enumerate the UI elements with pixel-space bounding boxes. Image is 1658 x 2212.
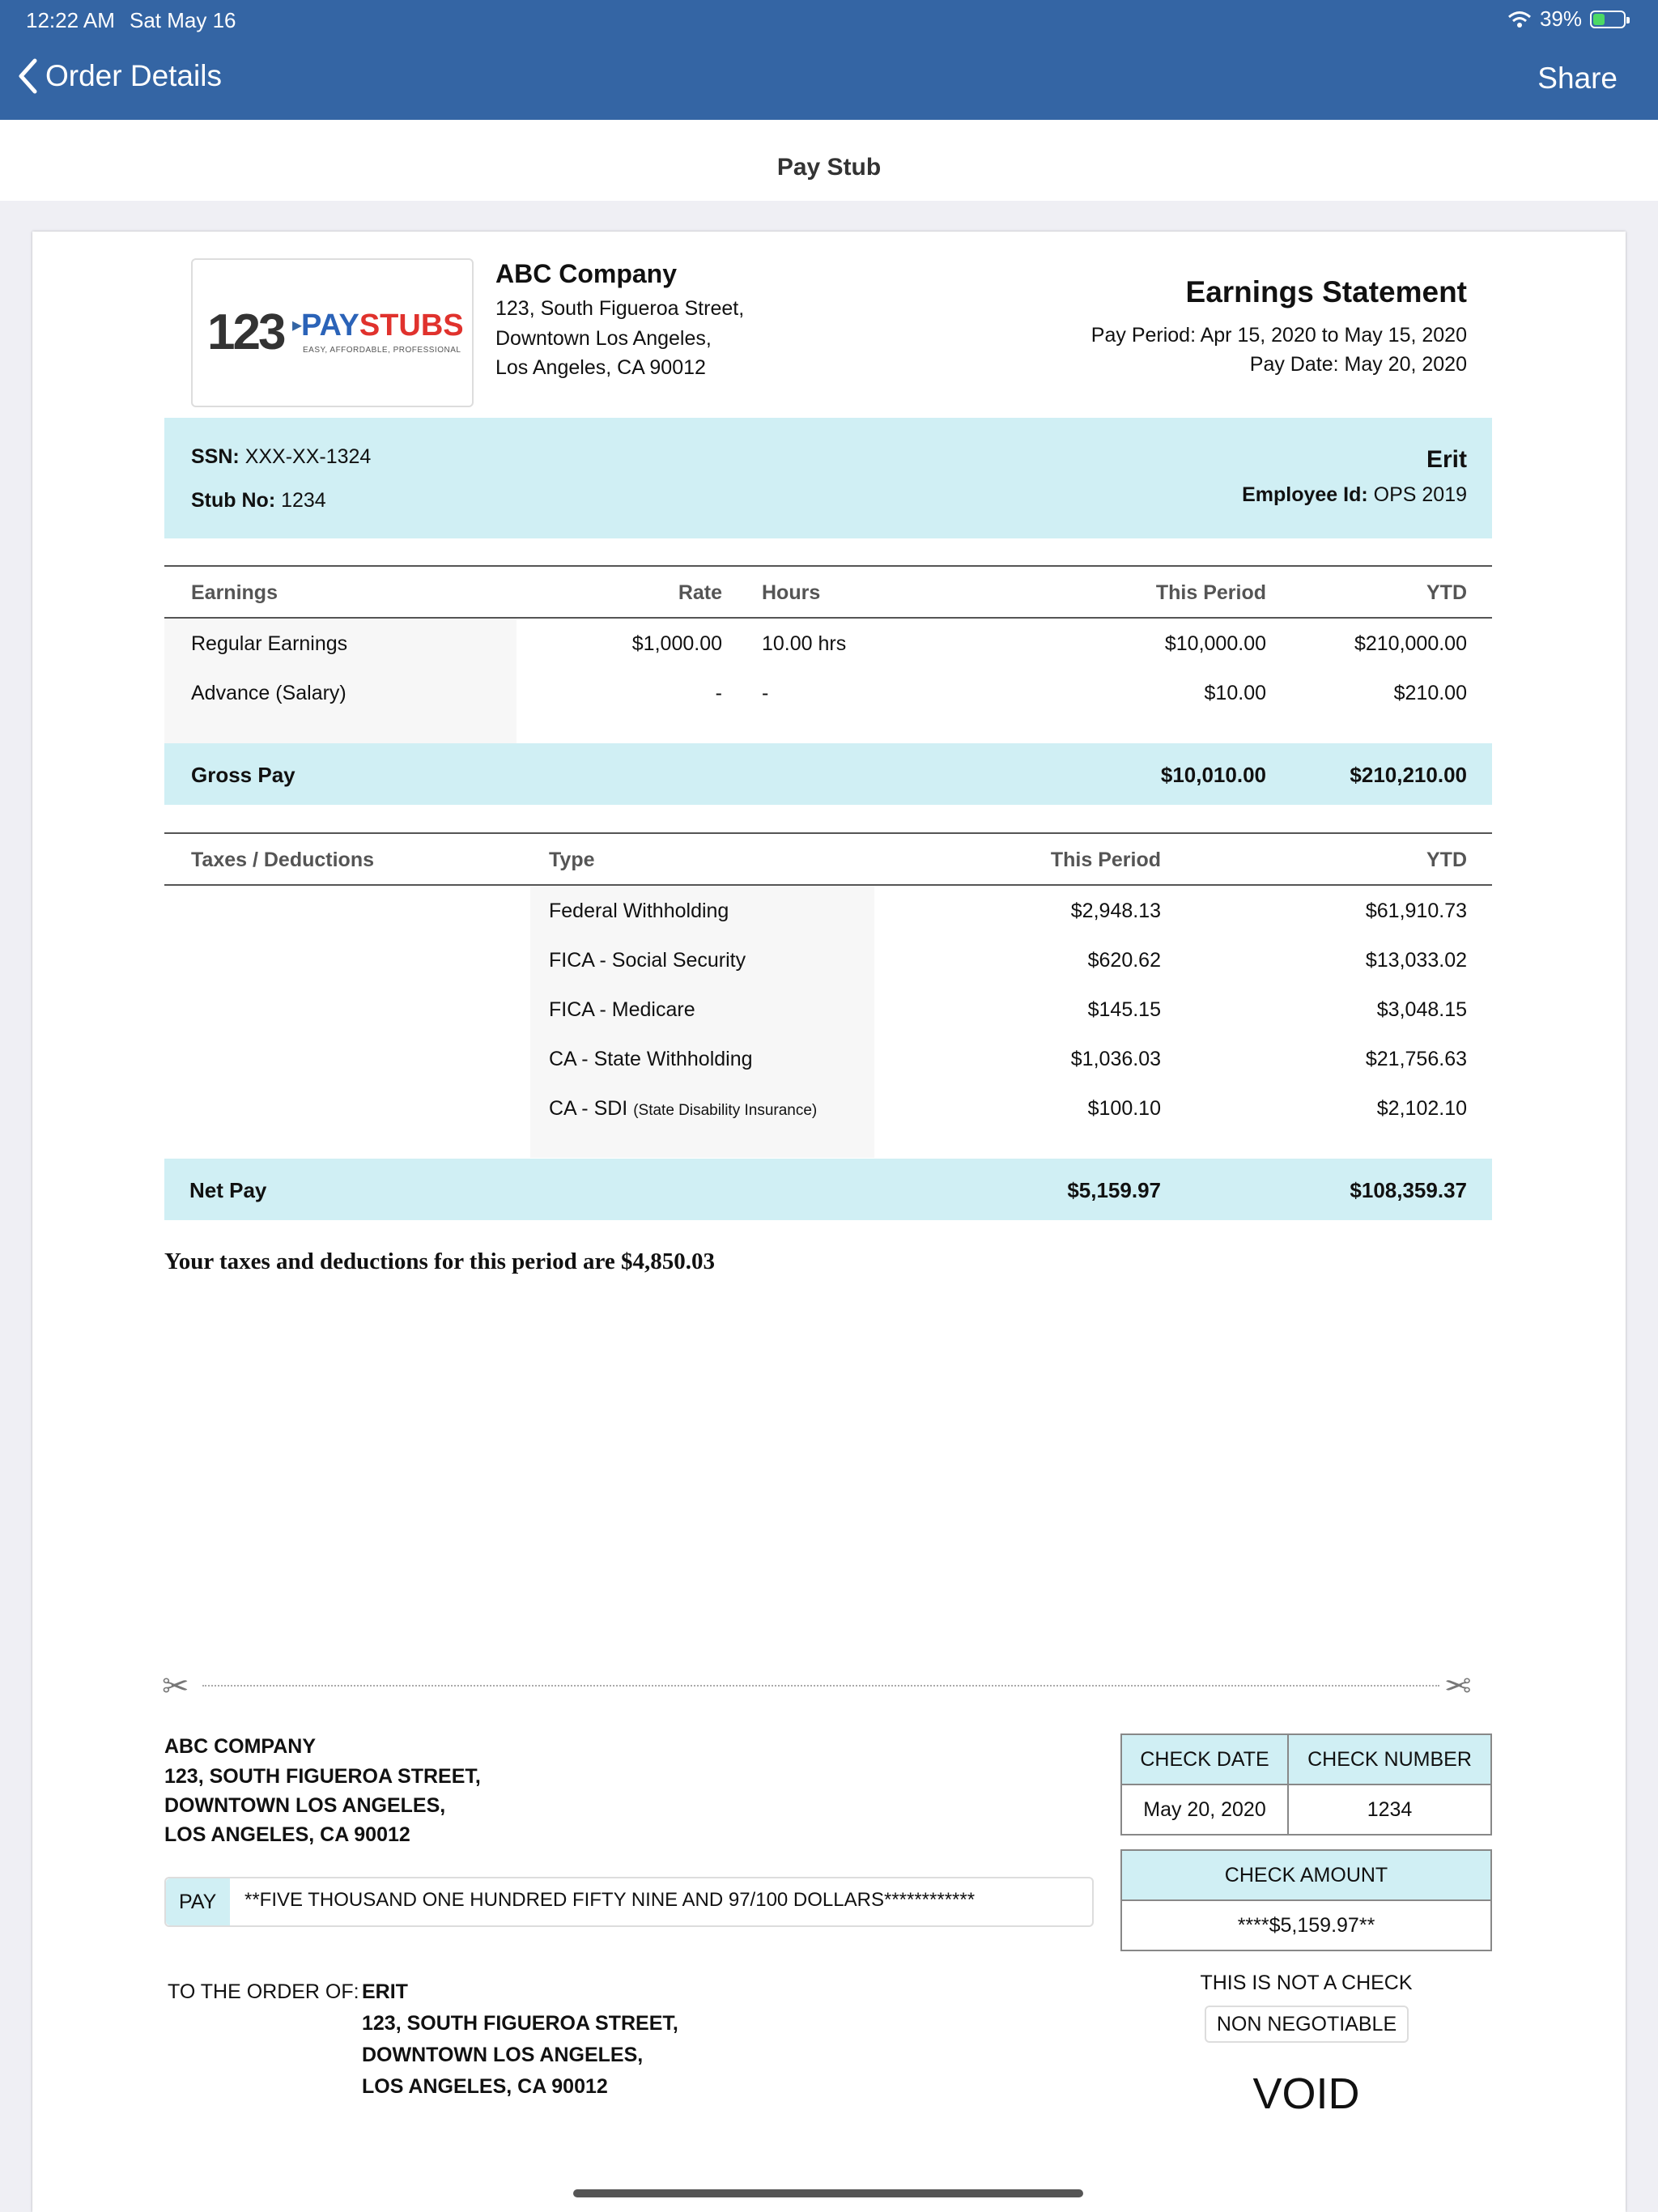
deduction-type: Federal Withholding	[549, 900, 729, 922]
employee-info-band	[164, 418, 1492, 538]
earnings-header: Earnings	[191, 581, 278, 604]
check-number-label: CHECK NUMBER	[1287, 1733, 1492, 1785]
back-button-label: Order Details	[45, 59, 222, 92]
check-date-label: CHECK DATE	[1120, 1733, 1289, 1785]
page-title: Pay Stub	[776, 154, 882, 181]
deduction-this-period: $100.10	[1087, 1097, 1161, 1120]
deduction-ytd: $21,756.63	[1365, 1048, 1467, 1070]
pay-period: Pay Period: Apr 15, 2020 to May 15, 2020	[1090, 324, 1467, 347]
status-time: 12:22 AM	[26, 8, 115, 32]
payee-address-1: 123, SOUTH FIGUEROA STREET,	[362, 2012, 678, 2035]
check-amount-value: ****$5,159.97**	[1120, 1899, 1492, 1951]
deduction-ytd: $2,102.10	[1376, 1097, 1467, 1120]
company-logo	[191, 258, 474, 407]
home-indicator[interactable]	[573, 2189, 1083, 2197]
company-address-2: Downtown Los Angeles,	[495, 327, 712, 350]
navigation-bar	[0, 0, 1658, 120]
check-date-value: May 20, 2020	[1120, 1784, 1289, 1836]
check-number-value: 1234	[1287, 1784, 1492, 1836]
earning-ytd: $210,000.00	[1354, 632, 1467, 655]
earning-name: Advance (Salary)	[191, 682, 346, 704]
gross-pay-band	[164, 743, 1492, 805]
share-button[interactable]: Share	[1537, 62, 1618, 95]
deductions-ytd-header: YTD	[1426, 849, 1467, 871]
ssn	[191, 445, 371, 469]
deductions-top-rule	[164, 832, 1492, 834]
gross-pay-this-period: $10,010.00	[1160, 763, 1266, 787]
earning-name: Regular Earnings	[191, 632, 348, 655]
gross-pay-label: Gross Pay	[191, 763, 295, 787]
logo-pay: PAY	[301, 308, 359, 342]
check-company-name: ABC COMPANY	[164, 1735, 317, 1758]
check-company-address-2: DOWNTOWN LOS ANGELES,	[164, 1794, 446, 1817]
wifi-icon	[1507, 11, 1532, 28]
deductions-summary: Your taxes and deductions for this period are $4,850.03	[164, 1249, 715, 1274]
deduction-type	[549, 1097, 817, 1121]
stub-value: 1234	[281, 489, 326, 512]
net-pay-label: Net Pay	[189, 1178, 267, 1202]
not-a-check-notice: THIS IS NOT A CHECK	[1200, 1972, 1413, 1994]
cut-line	[202, 1685, 1439, 1687]
employee-id-label: Employee Id:	[1242, 483, 1368, 506]
earning-rate: -	[715, 682, 722, 704]
deduction-type-label: CA - SDI	[549, 1097, 628, 1120]
earning-this-period: $10,000.00	[1164, 632, 1266, 655]
logo-wordmark	[301, 308, 464, 343]
net-pay-this-period: $5,159.97	[1067, 1178, 1161, 1202]
gross-pay-ytd: $210,210.00	[1350, 763, 1467, 787]
battery-level	[1593, 14, 1605, 25]
ssn-value: XXX-XX-1324	[244, 445, 372, 468]
earnings-this-period-header: This Period	[1155, 581, 1266, 604]
deduction-this-period: $620.62	[1087, 949, 1161, 972]
company-address-1: 123, South Figueroa Street,	[495, 297, 745, 320]
deduction-this-period: $2,948.13	[1070, 900, 1161, 922]
deductions-this-period-header: This Period	[1050, 849, 1161, 871]
statement-title: Earnings Statement	[1185, 275, 1467, 308]
earnings-ytd-header: YTD	[1426, 581, 1467, 604]
battery-icon	[1590, 11, 1626, 28]
deduction-ytd: $13,033.02	[1365, 949, 1467, 972]
status-date: Sat May 16	[130, 8, 236, 32]
deduction-type: FICA - Social Security	[549, 949, 746, 972]
title-bar	[0, 120, 1658, 201]
logo-arrow-icon: ▸	[292, 314, 303, 336]
scissors-icon: ✂	[1444, 1669, 1472, 1704]
stub-label: Stub No:	[191, 489, 276, 512]
chevron-left-icon	[18, 58, 37, 94]
deduction-this-period: $1,036.03	[1070, 1048, 1161, 1070]
hours-header: Hours	[762, 581, 821, 604]
earning-this-period: $10.00	[1204, 682, 1266, 704]
check-amount-label: CHECK AMOUNT	[1120, 1849, 1492, 1901]
order-label: TO THE ORDER OF:	[168, 1980, 359, 2003]
payee-address-3: LOS ANGELES, CA 90012	[362, 2075, 608, 2098]
earnings-top-rule	[164, 565, 1492, 567]
net-pay-ytd: $108,359.37	[1350, 1178, 1467, 1202]
logo-numerals: 123	[207, 304, 284, 360]
deduction-ytd: $61,910.73	[1365, 900, 1467, 922]
earning-hours: -	[762, 682, 769, 704]
logo-stubs: STUBS	[359, 308, 464, 342]
scissors-icon: ✂	[162, 1669, 189, 1704]
taxes-header: Taxes / Deductions	[191, 849, 374, 871]
battery-percent: 39%	[1539, 6, 1582, 31]
deduction-this-period: $145.15	[1087, 998, 1161, 1021]
non-negotiable-badge: NON NEGOTIABLE	[1205, 2006, 1409, 2043]
ssn-label: SSN:	[191, 445, 240, 468]
employee-id	[1242, 483, 1467, 507]
deduction-ytd: $3,048.15	[1376, 998, 1467, 1021]
payee-address-2: DOWNTOWN LOS ANGELES,	[362, 2044, 644, 2066]
back-button[interactable]	[18, 58, 222, 94]
earning-rate: $1,000.00	[631, 632, 722, 655]
deduction-type: FICA - Medicare	[549, 998, 695, 1021]
rate-header: Rate	[678, 581, 722, 604]
payee-name: ERIT	[362, 1980, 408, 2003]
status-indicators	[1507, 6, 1626, 32]
pay-date: Pay Date: May 20, 2020	[1249, 353, 1467, 376]
earning-hours: 10.00 hrs	[762, 632, 847, 655]
check-company-address-1: 123, SOUTH FIGUEROA STREET,	[164, 1765, 481, 1788]
employee-name: Erit	[1426, 446, 1467, 473]
deduction-type: CA - State Withholding	[549, 1048, 753, 1070]
pay-label: PAY	[179, 1891, 217, 1913]
type-header: Type	[549, 849, 595, 871]
deduction-type-note: (State Disability Insurance)	[633, 1102, 818, 1119]
check-company-address-3: LOS ANGELES, CA 90012	[164, 1823, 410, 1846]
void-stamp: VOID	[1252, 2069, 1360, 2118]
company-address-3: Los Angeles, CA 90012	[495, 356, 706, 379]
company-name: ABC Company	[495, 259, 678, 288]
stub-number	[191, 489, 326, 513]
employee-id-value: OPS 2019	[1373, 483, 1467, 506]
logo-tagline: EASY, AFFORDABLE, PROFESSIONAL	[303, 346, 461, 355]
earning-ytd: $210.00	[1393, 682, 1467, 704]
pay-amount-words: **FIVE THOUSAND ONE HUNDRED FIFTY NINE AND 97/100 DOLLARS************	[244, 1889, 976, 1911]
net-pay-band	[164, 1159, 1492, 1220]
